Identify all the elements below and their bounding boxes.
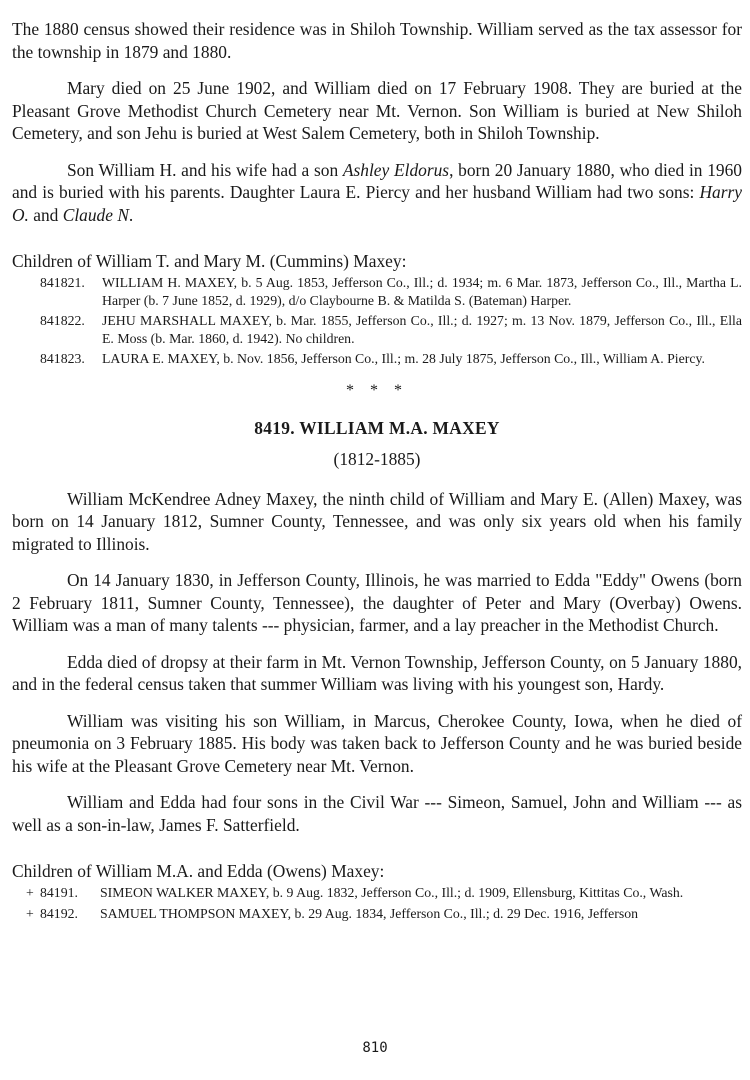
child-entry xyxy=(12,350,742,368)
child-number: 841822. xyxy=(40,313,85,328)
section-separator: * * * xyxy=(346,381,408,399)
children-list xyxy=(12,274,742,368)
section-heading: 8419. WILLIAM M.A. MAXEY xyxy=(254,417,500,438)
child-number: 841821. xyxy=(40,275,85,290)
child-number: 84192. xyxy=(40,905,78,921)
continuation-marker: + xyxy=(26,885,34,900)
italic-name: Claude N xyxy=(62,204,129,225)
children-heading: Children of William M.A. and Edda (Owens) Maxey: xyxy=(12,861,385,881)
section-dates: (1812-1885) xyxy=(333,448,421,469)
child-text: JEHU MARSHALL MAXEY, b. Mar. 1855, Jefferson Co., Ill.; d. 1927; m. 13 Nov. 1879, Jefferson Co., Ill., Ella E. Moss (b. Mar. 1860, d. 1942). No children. xyxy=(102,313,742,346)
italic-name: Ashley Eldorus xyxy=(342,159,450,180)
child-text: SIMEON WALKER MAXEY, b. 9 Aug. 1832, Jefferson Co., Ill.; d. 1909, Ellensburg, Kittitas Co., Wash. xyxy=(100,885,684,900)
paragraph-birth: William McKendree Adney Maxey, the ninth child of William and Mary E. (Allen) Maxey, was born on 14 January 1812, Sumner County, Tennessee, and was only six years old when his family migrated to Illinois. xyxy=(12,488,742,554)
text-run: , born 20 January 1880, who died in 1960 and is buried with his parents. Daughter Laura E. Piercy and her husband William had two sons: xyxy=(12,159,742,202)
page-number: 810 xyxy=(362,1040,388,1056)
children-heading: Children of William T. and Mary M. (Cummins) Maxey: xyxy=(12,251,407,271)
italic-name: Harry O. xyxy=(12,182,742,225)
paragraph-marriage: On 14 January 1830, in Jefferson County, Illinois, he was married to Edda "Eddy" Owens (born 2 February 1811, Sumner County, Tennessee), the daughter of Peter and Mary (Overbay) Owens. William was a man of many talents --- physician, farmer, and a lay preacher in the Methodist Church. xyxy=(12,570,742,635)
child-text: SAMUEL THOMPSON MAXEY, b. 29 Aug. 1834, Jefferson Co., Ill.; d. 29 Dec. 1916, Jefferson xyxy=(100,905,639,921)
children-list xyxy=(12,884,742,922)
continuation-marker: + xyxy=(26,905,34,921)
child-number: 841823. xyxy=(40,351,85,366)
text-run: and xyxy=(28,204,63,225)
child-entry xyxy=(12,905,742,923)
paragraph-grandchildren xyxy=(12,159,742,227)
paragraph-civil-war: William and Edda had four sons in the Civil War --- Simeon, Samuel, John and William --- as well as a son-in-law, James F. Satterfield. xyxy=(12,792,742,835)
child-number: 84191. xyxy=(40,885,78,900)
paragraph-william-death: William was visiting his son William, in Marcus, Cherokee County, Iowa, when he died of pneumonia on 3 February 1885. His body was taken back to Jefferson County and he was buried beside his wife at the Pleasant Grove Cemetery near Mt. Vernon. xyxy=(12,710,742,776)
child-entry xyxy=(12,274,742,309)
child-text: LAURA E. MAXEY, b. Nov. 1856, Jefferson Co., Ill.; m. 28 July 1875, Jefferson Co., Ill., William A. Piercy. xyxy=(102,351,705,366)
child-text: WILLIAM H. MAXEY, b. 5 Aug. 1853, Jefferson Co., Ill.; d. 1934; m. 6 Mar. 1873, Jefferson Co., Ill., Martha L. Harper (b. 7 June 1852, d. 1929), d/o Claybourne B. & Matilda S. (Bateman) Harper. xyxy=(102,275,742,308)
child-entry xyxy=(12,312,742,347)
child-entry xyxy=(12,884,742,902)
paragraph-edda-death: Edda died of dropsy at their farm in Mt. Vernon Township, Jefferson County, on 5 January 1880, and in the federal census taken that summer William was living with his youngest son, Hardy. xyxy=(12,651,742,694)
paragraph-deaths: Mary died on 25 June 1902, and William died on 17 February 1908. They are buried at the Pleasant Grove Methodist Church Cemetery near Mt. Vernon. Son William is buried at New Shiloh Cemetery, and son Jehu is buried at West Salem Cemetery, both in Shiloh Township. xyxy=(12,78,742,143)
document-page xyxy=(12,18,742,925)
text-run: . xyxy=(128,204,134,225)
paragraph-census: The 1880 census showed their residence was in Shiloh Township. William served as the tax assessor for the township in 1879 and 1880. xyxy=(12,19,742,62)
text-run: Son William H. and his wife had a son xyxy=(67,159,343,180)
